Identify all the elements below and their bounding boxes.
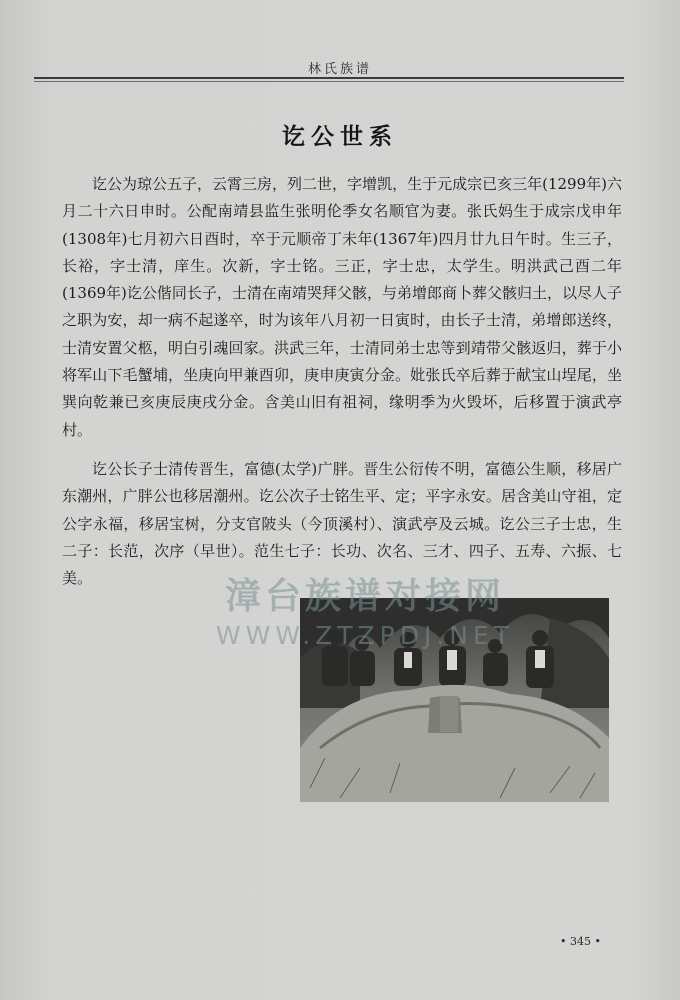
page-number: • 345 •: [560, 935, 601, 948]
watermark-url: WWW.ZTZPDJ.NET: [215, 621, 515, 650]
section-title: 讫公世系: [282, 123, 398, 150]
watermark-text: 漳台族谱对接网: [224, 576, 505, 617]
paragraph-1: 讫公为琼公五子，云霄三房，列二世，字增凯，生于元成宗已亥三年(1299年)六月二十六日申时。公配南靖县监生张明伦季女名顺官为妻。张氏妈生于成宗戊申年(1308年)七月初六日酉时，卒于元顺帝丁未年(1367年)四月廿九日午时。生三子，长裕，字士清，庠生。次新，字士铭。三正，字士忠，太学生。明洪武己酉二年(1369年)讫公偕同长子，士清在南靖哭拜父骸，与弟增郎商卜葬父骸归土，以尽人子之职为安，却一病不起遂卒，时为该年八月初一日寅时，由长子士清，弟增郎送终，士清安置父柩，明白引魂回家。洪武三年，士清同弟士忠等到靖带父骸返归，葬于小将军山下毛蟹埔，坐庚向甲兼酉卯，庚申庚寅分金。妣张氏卒后葬于献宝山埕尾，坐巽向乾兼已亥庚辰庚戌分金。含美山旧有祖祠，缘明季为火毁坏，后移置于演武亭村。: [62, 175, 622, 439]
grave-group-photo: [300, 598, 609, 802]
running-header: 林氏族谱: [307, 62, 372, 77]
paragraph-2: 讫公长子士清传晋生，富德(太学)广胖。晋生公衍传不明，富德公生顺，移居广东潮州，广胖公也移居潮州。讫公次子士铭生平、定；平字永安。居含美山守祖，定公字永福，移居宝树，分支官陂头（今顶溪村）、演武亭及云城。讫公三子士忠，生二子：长范，次序（早世）。范生七子：长功、次名、三才、四子、五寿、六振、七美。: [62, 460, 622, 588]
header-rule-thin: [34, 81, 624, 82]
header-rule: [34, 77, 624, 79]
photo-illustration: [300, 598, 609, 802]
